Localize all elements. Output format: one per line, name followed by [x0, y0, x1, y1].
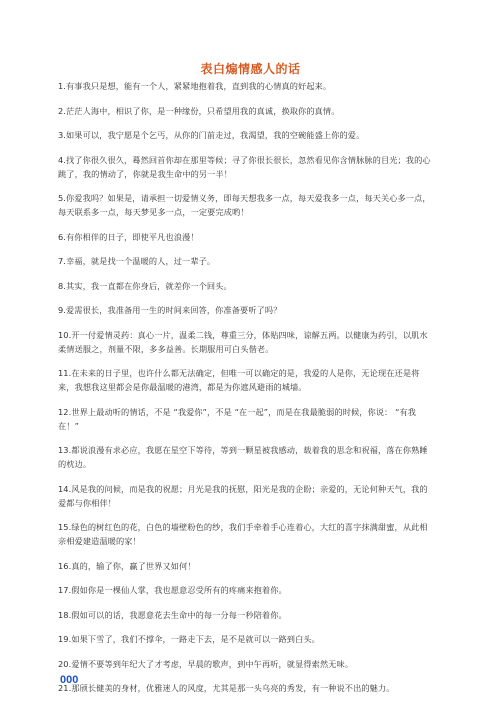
list-item: 3.如果可以，我宁愿是个乞丐，从你的门前走过，我渴望，我的空碗能盛上你的爱。: [58, 130, 365, 140]
list-item: 11.在未来的日子里，也许什么都无法确定，但唯一可以确定的是，我爱的人是你，无论现在还是将来，我想我这里都会是你最温暖的港湾，都是为你遮风避雨的城墙。: [58, 368, 420, 392]
list-item: 21.那颀长健美的身材，优雅迷人的风度，尤其是那一头乌亮的秀发，有一种说不出的魅力。: [58, 683, 395, 693]
list-item: 9.爱需很长，我准备用一生的时间来回答，你准备要听了吗？: [58, 305, 282, 315]
footer-label: 000: [60, 674, 79, 686]
list-item: 2.茫茫人海中，相识了你，是一种缘份，只希望用我的真诚，换取你的真情。: [58, 105, 340, 116]
list-item: 16.真的，输了你，赢了世界又如何！: [58, 560, 196, 571]
list-item: 4.找了你很久很久，蓦然回首你却在那里等候；寻了你很长很长，忽然看见你含情脉脉的目光；我的心跳了，我的情动了，你就是我生命中的另一半！: [58, 154, 431, 179]
list-item: 12.世界上最动听的情话，不是 “我爱你”，不是 “在一起”，而是在我最脆弱的时候，你说： “有我在！”: [58, 406, 417, 431]
list-item: 15.绿色的树红色的花，白色的墙壁粉色的纱，我们手牵着手心连着心，大红的喜字抹满甜蜜，从此相亲相爱建造温暖的家！: [58, 522, 428, 546]
list-item: 1.有事我只是想，能有一个人，紧紧地抱着我，直到我的心情真的好起来。: [58, 81, 332, 91]
list-item: 13.都说浪漫有求必应，我愿在星空下等待，等到一颗星被我感动，载着我的思念和祝福，落在你熟睡的枕边。: [58, 445, 428, 469]
list-item: 19.如果下雪了，我们不撑伞，一路走下去，是不是就可以一路到白头。: [58, 634, 320, 644]
list-item: 5.你爱我吗？如果是，请承担一切爱情义务，即每天想我多一点，每天爱我多一点，每天关心多一点，每天联系多一点，每天梦见多一点，一定要完成哟！: [58, 193, 431, 217]
list-item: 10.开一付爱情灵药：真心一片，温柔二钱，尊重三分，体贴四味，谅解五两。以健康为药引，以肌水柔情送服之，剂量不限，多多益善。长期服用可白头偕老。: [58, 329, 428, 354]
list-item: 7.幸福，就是找一个温暖的人，过一辈子。: [58, 256, 216, 266]
list-item: 17.假如你是一棵仙人掌，我也愿意忍受所有的疼痛来抱着你。: [58, 585, 287, 595]
list-item: 8.其实，我一直都在你身后，就差你一个回头。: [58, 280, 232, 291]
document-title: 表白煽情感人的话: [200, 62, 301, 76]
list-item: 20.爱情不要等到年纪大了才考虑，早晨的歌声，到中午再听，就显得索然无味。: [58, 658, 354, 669]
quote-list: [58, 79, 433, 706]
list-item: 6.有你相伴的日子，即使平凡也浪漫！: [58, 231, 199, 242]
list-item: 14.风是我的问候，而是我的祝愿；月光是我的抚慰，阳光是我的企盼；亲爱的，无论何种天气，我的爱都与你相伴！: [58, 483, 428, 508]
list-item: 18.假如可以的话，我愿意花去生命中的每一分每一秒陪着你。: [58, 609, 287, 620]
